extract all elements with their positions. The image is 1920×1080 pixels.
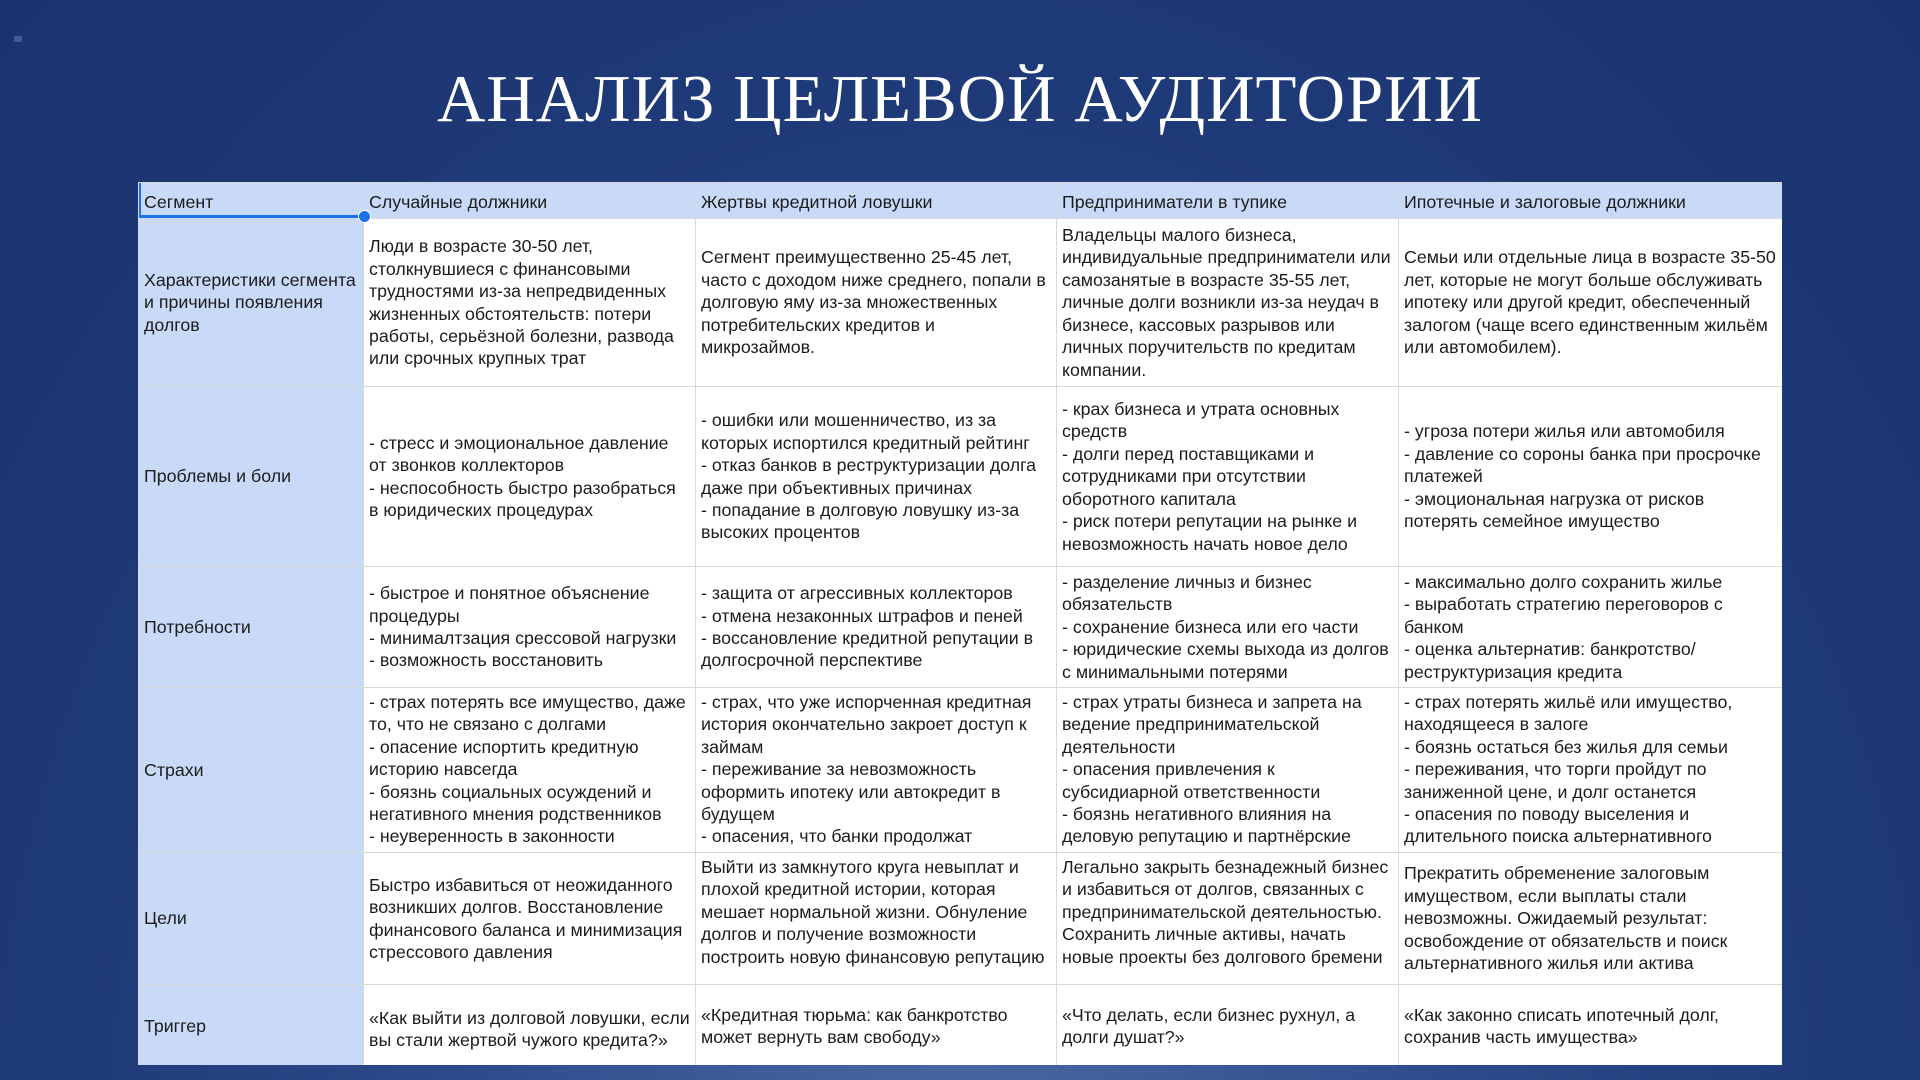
table-cell[interactable] bbox=[1057, 688, 1399, 853]
row-label-characteristics[interactable]: Характеристики сегмента и причины появления долгов bbox=[139, 219, 364, 387]
table-cell[interactable] bbox=[696, 853, 1057, 985]
table-cell[interactable]: - крах бизнеса и утрата основных средств - долги перед поставщиками и сотрудниками при отсутствии оборотного капитала - риск потери репутации на рынке и невозможность начать новое дело bbox=[1057, 387, 1399, 567]
table-cell[interactable]: - стресс и эмоциональное давление от звонков коллекторов - неспособность быстро разобраться в юридических процедурах bbox=[364, 387, 696, 567]
table-cell[interactable]: - ошибки или мошенничество, из за которых испортился кредитный рейтинг - отказ банков в реструктуризации долга даже при объективных причинах - попадание в долговую ловушку из-за высоких процентов bbox=[696, 387, 1057, 567]
cell-text: - страх, что уже испорченная кредитная история окончательно закроет доступ к займам - переживание за невозможность оформить ипотеку или автокредит в будущем - опасения, что банки продолжат bbox=[701, 692, 1032, 847]
header-cell-segment[interactable]: Сегмент bbox=[139, 183, 364, 219]
spreadsheet-table bbox=[138, 182, 1782, 1065]
cell-text: - страх потерять все имущество, даже то, что не связано с долгами - опасение испортить кредитную историю навсегда - боязнь социальных осуждений и негативного мнения родственников - неуверенность в законности bbox=[369, 692, 686, 847]
row-label-needs[interactable]: Потребности bbox=[139, 567, 364, 688]
cell-text: - страх утраты бизнеса и запрета на ведение предпринимательской деятельности - опасения привлечения к субсидиарной ответственности - боязнь негативного влияния на деловую репутацию и партнёрские bbox=[1062, 692, 1362, 847]
table-cell[interactable]: - максимально долго сохранить жилье - выработать стратегию переговоров с банком - оценка альтернатив: банкротство/реструктуризация кредита bbox=[1399, 567, 1783, 688]
header-cell-entrepreneurs[interactable]: Предприниматели в тупике bbox=[1057, 183, 1399, 219]
table-row-trigger bbox=[139, 985, 1783, 1066]
table-cell[interactable]: - защита от агрессивных коллекторов - отмена незаконных штрафов и пеней - воссановление кредитной репутации в долгосрочной перспективе bbox=[696, 567, 1057, 688]
table-cell[interactable] bbox=[364, 985, 696, 1066]
table-cell[interactable]: - угроза потери жилья или автомобиля - давление со сороны банка при просрочке платежей - эмоциональная нагрузка от рисков потерять семейное имущество bbox=[1399, 387, 1783, 567]
table-row-characteristics bbox=[139, 219, 1783, 387]
table-cell[interactable]: Люди в возрасте 30-50 лет, столкнувшиеся с финансовыми трудностями из-за непредвиденных жизненных обстоятельств: потери работы, серьёзной болезни, развода или срочных крупных трат bbox=[364, 219, 696, 387]
cell-text: «Как выйти из долговой ловушки, если вы стали жертвой чужого кредита?» bbox=[369, 1008, 690, 1051]
header-row bbox=[139, 183, 1783, 219]
table-cell[interactable] bbox=[696, 688, 1057, 853]
table-row-needs bbox=[139, 567, 1783, 688]
table-cell[interactable] bbox=[1399, 688, 1783, 853]
header-cell-random-debtors[interactable]: Случайные должники bbox=[364, 183, 696, 219]
audience-table bbox=[138, 182, 1782, 1065]
table-cell[interactable] bbox=[364, 688, 696, 853]
table-row-fears bbox=[139, 688, 1783, 853]
slide-title: АНАЛИЗ ЦЕЛЕВОЙ АУДИТОРИИ bbox=[436, 62, 1483, 136]
corner-mark bbox=[14, 36, 22, 42]
row-label-goals[interactable]: Цели bbox=[139, 853, 364, 985]
header-cell-mortgage-debtors[interactable]: Ипотечные и залоговые должники bbox=[1399, 183, 1783, 219]
table-cell[interactable]: «Кредитная тюрьма: как банкротство может вернуть вам свободу» bbox=[696, 985, 1057, 1066]
selection-handle[interactable] bbox=[358, 210, 371, 223]
row-label-fears[interactable]: Страхи bbox=[139, 688, 364, 853]
table-cell[interactable]: Прекратить обременение залоговым имуществом, если выплаты стали невозможны. Ожидаемый результат: освобождение от обязательств и поиск альтернативного жилья или актива bbox=[1399, 853, 1783, 985]
table-row-problems bbox=[139, 387, 1783, 567]
cell-text: Выйти из замкнутого круга невыплат и плохой кредитной истории, которая мешает нормальной жизни. Обнуление долгов и получение возможности построить новую финансовую репутацию bbox=[701, 857, 1045, 967]
table-cell[interactable]: - быстрое и понятное объяснение процедуры - минималтзация срессовой нагрузки - возможность восстановить bbox=[364, 567, 696, 688]
cell-text: Легально закрыть безнадежный бизнес и избавиться от долгов, связанных с предпринимательской деятельностью. Сохранить личные активы, начать новые проекты без долгового бремени bbox=[1062, 857, 1389, 967]
table-cell[interactable]: Сегмент преимущественно 25-45 лет, часто с доходом ниже среднего, попали в долговую яму из-за множественных потребительских кредитов и микрозаймов. bbox=[696, 219, 1057, 387]
table-cell[interactable] bbox=[1057, 853, 1399, 985]
header-cell-credit-trap-victims[interactable]: Жертвы кредитной ловушки bbox=[696, 183, 1057, 219]
table-cell[interactable]: Владельцы малого бизнеса, индивидуальные предприниматели или самозанятые в возрасте 35-55 лет, личные долги возникли из-за неудач в бизнесе, кассовых разрывов или личных поручительств по кредитам компании. bbox=[1057, 219, 1399, 387]
table-cell[interactable]: Семьи или отдельные лица в возрасте 35-50 лет, которые не могут больше обслуживать ипотеку или другой кредит, обеспеченный залогом (чаще всего единственным жильём или автомобилем). bbox=[1399, 219, 1783, 387]
table-cell[interactable]: - разделение личныз и бизнес обязательств - сохранение бизнеса или его части - юридические схемы выхода из долгов с минимальными потерями bbox=[1057, 567, 1399, 688]
table-cell[interactable]: «Как законно списать ипотечный долг, сохранив часть имущества» bbox=[1399, 985, 1783, 1066]
table-row-goals bbox=[139, 853, 1783, 985]
cell-text: - страх потерять жильё или имущество, находящееся в залоге - боязнь остаться без жилья для семьи - переживания, что торги пройдут по заниженной цене, и долг останется - опасения по поводу выселения и длительного поиска альтернативного bbox=[1404, 692, 1733, 847]
table-cell[interactable]: «Что делать, если бизнес рухнул, а долги душат?» bbox=[1057, 985, 1399, 1066]
row-label-problems[interactable]: Проблемы и боли bbox=[139, 387, 364, 567]
row-label-trigger[interactable]: Триггер bbox=[139, 985, 364, 1066]
table-cell[interactable]: Быстро избавиться от неожиданного возникших долгов. Восстановление финансового баланса и минимизация стрессового давления bbox=[364, 853, 696, 985]
